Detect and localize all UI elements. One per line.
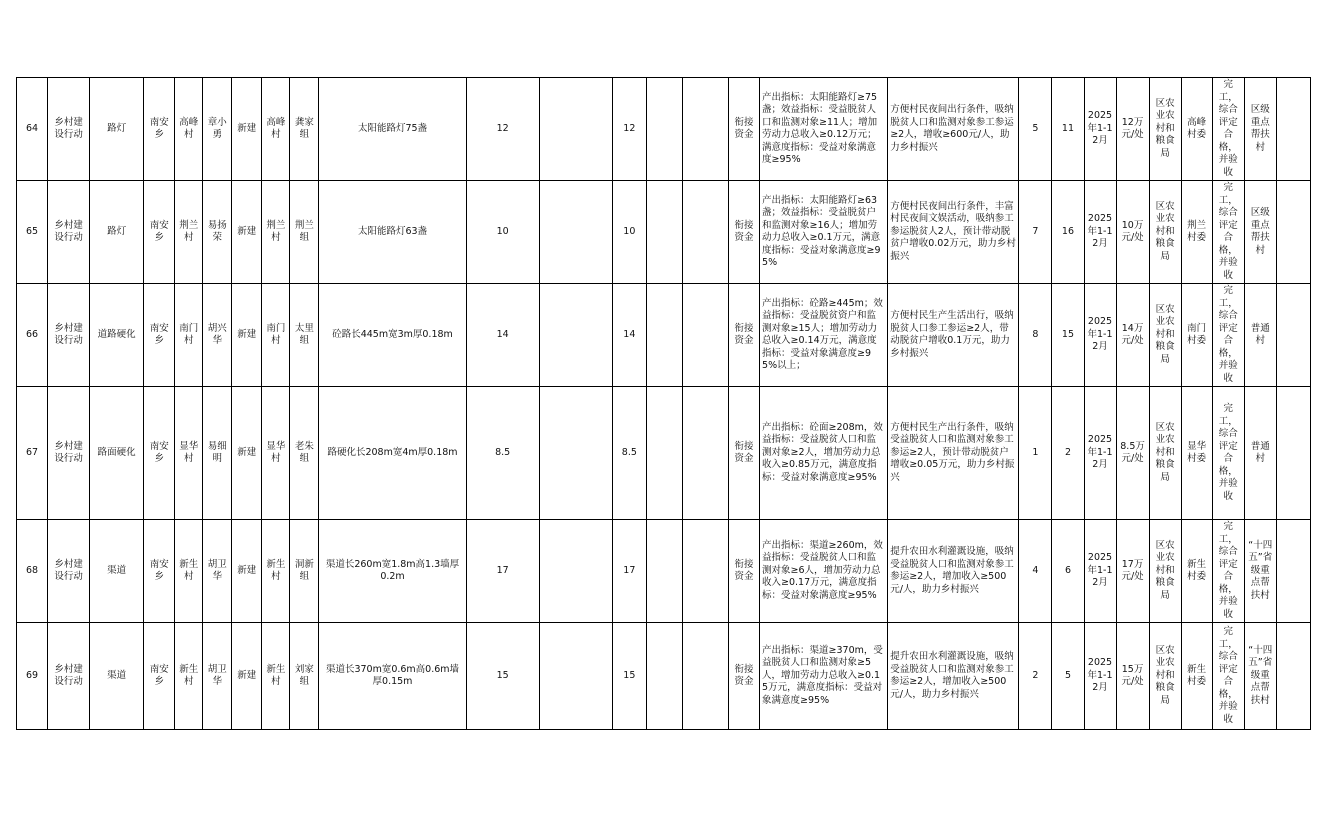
cell-performance: 产出指标：渠道≥260m，效益指标：受益脱贫人口和监测对象≥6人，增加劳动力总收入≥0.17万元，满意度指标：受益对象满意度≥95% <box>760 520 888 623</box>
cell-period: 2025年1-12月 <box>1084 284 1116 387</box>
cell-loc-village: 南门村 <box>262 284 290 387</box>
cell-empty-2 <box>646 284 682 387</box>
cell-n2: 11 <box>1052 78 1084 181</box>
table-row <box>17 387 1311 520</box>
cell-fund: 15 <box>612 623 646 730</box>
cell-owner: 显华村委 <box>1181 387 1212 520</box>
cell-empty-1 <box>539 387 612 520</box>
cell-owner: 高峰村委 <box>1181 78 1212 181</box>
cell-mechanism: 提升农田水利灌溉设施，吸纳受益脱贫人口和监测对象参工参运≥2人，增加收入≥500元/人，助力乡村振兴 <box>888 520 1019 623</box>
cell-n1: 7 <box>1019 181 1052 284</box>
cell-empty-3 <box>682 623 728 730</box>
table-row <box>17 284 1311 387</box>
cell-owner: 新生村委 <box>1181 520 1212 623</box>
cell-empty-3 <box>682 181 728 284</box>
cell-total: 10 <box>466 181 539 284</box>
cell-dept: 区农业农村和粮食局 <box>1149 387 1181 520</box>
cell-village: 显华村 <box>175 387 203 520</box>
cell-loc-group: 太里组 <box>290 284 319 387</box>
cell-empty-1 <box>539 78 612 181</box>
cell-person: 易扬荣 <box>203 181 232 284</box>
cell-owner: 荆兰村委 <box>1181 181 1212 284</box>
cell-fund: 14 <box>612 284 646 387</box>
cell-n1: 5 <box>1019 78 1052 181</box>
cell-township: 南安乡 <box>144 181 175 284</box>
cell-type: 渠道 <box>90 623 144 730</box>
cell-empty-4 <box>1276 78 1310 181</box>
cell-owner: 新生村委 <box>1181 623 1212 730</box>
cell-acceptance: 完工，综合评定合格，并验收 <box>1212 387 1244 520</box>
cell-fund: 17 <box>612 520 646 623</box>
cell-fund: 8.5 <box>612 387 646 520</box>
cell-category: 乡村建设行动 <box>48 387 90 520</box>
table-row <box>17 520 1311 623</box>
cell-total: 12 <box>466 78 539 181</box>
cell-owner: 南门村委 <box>1181 284 1212 387</box>
cell-content: 太阳能路灯63盏 <box>319 181 466 284</box>
cell-period: 2025年1-12月 <box>1084 181 1116 284</box>
cell-person: 胡兴华 <box>203 284 232 387</box>
cell-mechanism: 方便村民夜间出行条件，丰富村民夜间文娱活动，吸纳参工参运脱贫人2人，预计带动脱贫户增收0.02万元，助力乡村振兴 <box>888 181 1019 284</box>
cell-dept: 区农业农村和粮食局 <box>1149 623 1181 730</box>
cell-person: 胡卫华 <box>203 623 232 730</box>
cell-fund: 10 <box>612 181 646 284</box>
table-row <box>17 78 1311 181</box>
cell-period: 2025年1-12月 <box>1084 623 1116 730</box>
cell-empty-2 <box>646 520 682 623</box>
cell-loc-group: 龚家组 <box>290 78 319 181</box>
cell-dept: 区农业农村和粮食局 <box>1149 284 1181 387</box>
cell-empty-2 <box>646 181 682 284</box>
cell-village: 南门村 <box>175 284 203 387</box>
cell-total: 15 <box>466 623 539 730</box>
cell-village: 高峰村 <box>175 78 203 181</box>
cell-n1: 1 <box>1019 387 1052 520</box>
cell-n1: 4 <box>1019 520 1052 623</box>
cell-loc-village: 新生村 <box>262 623 290 730</box>
cell-empty-1 <box>539 284 612 387</box>
cell-period: 2025年1-12月 <box>1084 387 1116 520</box>
cell-type: 路面硬化 <box>90 387 144 520</box>
cell-category: 乡村建设行动 <box>48 520 90 623</box>
cell-loc-group: 老朱组 <box>290 387 319 520</box>
cell-fund-type: 衔接资金 <box>728 181 759 284</box>
cell-period: 2025年1-12月 <box>1084 520 1116 623</box>
cell-mechanism: 提升农田水利灌溉设施，吸纳受益脱贫人口和监测对象参工参运≥2人，增加收入≥500元/人，助力乡村振兴 <box>888 623 1019 730</box>
cell-township: 南安乡 <box>144 623 175 730</box>
table-row <box>17 623 1311 730</box>
cell-empty-1 <box>539 623 612 730</box>
cell-person: 易细明 <box>203 387 232 520</box>
cell-note: “十四五”省级重点帮扶村 <box>1244 623 1276 730</box>
cell-dept: 区农业农村和粮食局 <box>1149 78 1181 181</box>
cell-period: 2025年1-12月 <box>1084 78 1116 181</box>
cell-loc-group: 刘家组 <box>290 623 319 730</box>
cell-village: 新生村 <box>175 520 203 623</box>
cell-category: 乡村建设行动 <box>48 78 90 181</box>
cell-performance: 产出指标：砼路≥445m；效益指标：受益脱贫资户和监测对象≥15人；增加劳动力总收入≥0.14万元，满意度指标：受益对象满意度≥95%以上； <box>760 284 888 387</box>
cell-no: 64 <box>17 78 48 181</box>
cell-fund-type: 衔接资金 <box>728 387 759 520</box>
cell-loc-group: 洞新组 <box>290 520 319 623</box>
cell-empty-4 <box>1276 520 1310 623</box>
cell-dept: 区农业农村和粮食局 <box>1149 520 1181 623</box>
cell-township: 南安乡 <box>144 387 175 520</box>
cell-fund-type: 衔接资金 <box>728 78 759 181</box>
cell-person: 胡卫华 <box>203 520 232 623</box>
cell-type: 路灯 <box>90 181 144 284</box>
cell-performance: 产出指标：渠道≥370m，受益脱贫人口和监测对象≥5人，增加劳动力总收入≥0.15万元，满意度指标：受益对象满意度≥95% <box>760 623 888 730</box>
cell-mechanism: 方便村民夜间出行条件，吸纳脱贫人口和监测对象参工参运≥2人，增收≥600元/人，助力乡村振兴 <box>888 78 1019 181</box>
cell-nature: 新建 <box>232 78 262 181</box>
cell-note: 普通村 <box>1244 387 1276 520</box>
cell-n2: 6 <box>1052 520 1084 623</box>
cell-no: 69 <box>17 623 48 730</box>
cell-total: 8.5 <box>466 387 539 520</box>
cell-empty-4 <box>1276 284 1310 387</box>
cell-loc-group: 荆兰组 <box>290 181 319 284</box>
cell-empty-4 <box>1276 181 1310 284</box>
cell-n1: 8 <box>1019 284 1052 387</box>
cell-acceptance: 完工，综合评定合格，并验收 <box>1212 520 1244 623</box>
cell-category: 乡村建设行动 <box>48 284 90 387</box>
cell-standard: 14万元/处 <box>1116 284 1149 387</box>
cell-loc-village: 高峰村 <box>262 78 290 181</box>
cell-dept: 区农业农村和粮食局 <box>1149 181 1181 284</box>
cell-nature: 新建 <box>232 520 262 623</box>
cell-no: 66 <box>17 284 48 387</box>
cell-performance: 产出指标：砼面≥208m，效益指标：受益脱贫人口和监测对象≥2人，增加劳动力总收入≥0.85万元，满意度指标：受益对象满意度≥95% <box>760 387 888 520</box>
cell-empty-3 <box>682 520 728 623</box>
cell-empty-2 <box>646 623 682 730</box>
cell-content: 太阳能路灯75盏 <box>319 78 466 181</box>
cell-village: 荆兰村 <box>175 181 203 284</box>
cell-performance: 产出指标：太阳能路灯≥63盏；效益指标：受益脱贫户和监测对象≥16人；增加劳动力总收入≥0.1万元，满意度指标：受益对象满意度≥95% <box>760 181 888 284</box>
cell-mechanism: 方便村民生产出行条件，吸纳受益脱贫人口和监测对象参工参运≥2人，预计带动脱贫户增收≥0.05万元，助力乡村振兴 <box>888 387 1019 520</box>
cell-nature: 新建 <box>232 623 262 730</box>
cell-content: 路硬化长208m宽4m厚0.18m <box>319 387 466 520</box>
cell-loc-village: 荆兰村 <box>262 181 290 284</box>
cell-note: 普通村 <box>1244 284 1276 387</box>
cell-note: 区级重点帮扶村 <box>1244 181 1276 284</box>
cell-nature: 新建 <box>232 387 262 520</box>
cell-mechanism: 方便村民生产生活出行，吸纳脱贫人口参工参运≥2人，带动脱贫户增收0.1万元，助力乡村振兴 <box>888 284 1019 387</box>
cell-standard: 12万元/处 <box>1116 78 1149 181</box>
cell-empty-1 <box>539 181 612 284</box>
cell-content: 渠道长260m宽1.8m高1.3墙厚0.2m <box>319 520 466 623</box>
cell-category: 乡村建设行动 <box>48 623 90 730</box>
cell-fund-type: 衔接资金 <box>728 623 759 730</box>
cell-acceptance: 完工，综合评定合格，并验收 <box>1212 78 1244 181</box>
cell-township: 南安乡 <box>144 520 175 623</box>
cell-no: 67 <box>17 387 48 520</box>
cell-note: 区级重点帮扶村 <box>1244 78 1276 181</box>
cell-village: 新生村 <box>175 623 203 730</box>
cell-note: “十四五”省级重点帮扶村 <box>1244 520 1276 623</box>
cell-nature: 新建 <box>232 181 262 284</box>
cell-person: 章小勇 <box>203 78 232 181</box>
cell-acceptance: 完工，综合评定合格，并验收 <box>1212 623 1244 730</box>
cell-content: 砼路长445m宽3m厚0.18m <box>319 284 466 387</box>
cell-standard: 8.5万元/处 <box>1116 387 1149 520</box>
cell-no: 65 <box>17 181 48 284</box>
cell-fund-type: 衔接资金 <box>728 520 759 623</box>
cell-performance: 产出指标：太阳能路灯≥75盏；效益指标：受益脱贫人口和监测对象≥11人；增加劳动力总收入≥0.12万元；满意度指标：受益对象满意度≥95% <box>760 78 888 181</box>
cell-acceptance: 完工，综合评定合格，并验收 <box>1212 284 1244 387</box>
cell-empty-2 <box>646 387 682 520</box>
cell-empty-3 <box>682 78 728 181</box>
cell-n2: 2 <box>1052 387 1084 520</box>
cell-empty-3 <box>682 387 728 520</box>
cell-empty-4 <box>1276 623 1310 730</box>
cell-n2: 5 <box>1052 623 1084 730</box>
table-row <box>17 181 1311 284</box>
cell-empty-2 <box>646 78 682 181</box>
cell-loc-village: 新生村 <box>262 520 290 623</box>
cell-standard: 17万元/处 <box>1116 520 1149 623</box>
cell-nature: 新建 <box>232 284 262 387</box>
cell-township: 南安乡 <box>144 78 175 181</box>
cell-content: 渠道长370m宽0.6m高0.6m墙厚0.15m <box>319 623 466 730</box>
cell-type: 渠道 <box>90 520 144 623</box>
cell-no: 68 <box>17 520 48 623</box>
cell-empty-1 <box>539 520 612 623</box>
cell-type: 道路硬化 <box>90 284 144 387</box>
cell-n2: 16 <box>1052 181 1084 284</box>
cell-category: 乡村建设行动 <box>48 181 90 284</box>
cell-n1: 2 <box>1019 623 1052 730</box>
cell-n2: 15 <box>1052 284 1084 387</box>
cell-empty-4 <box>1276 387 1310 520</box>
cell-acceptance: 完工，综合评定合格，并验收 <box>1212 181 1244 284</box>
cell-fund: 12 <box>612 78 646 181</box>
cell-type: 路灯 <box>90 78 144 181</box>
cell-total: 17 <box>466 520 539 623</box>
cell-total: 14 <box>466 284 539 387</box>
cell-township: 南安乡 <box>144 284 175 387</box>
cell-loc-village: 显华村 <box>262 387 290 520</box>
cell-standard: 15万元/处 <box>1116 623 1149 730</box>
cell-fund-type: 衔接资金 <box>728 284 759 387</box>
project-table <box>16 77 1311 730</box>
cell-empty-3 <box>682 284 728 387</box>
cell-standard: 10万元/处 <box>1116 181 1149 284</box>
